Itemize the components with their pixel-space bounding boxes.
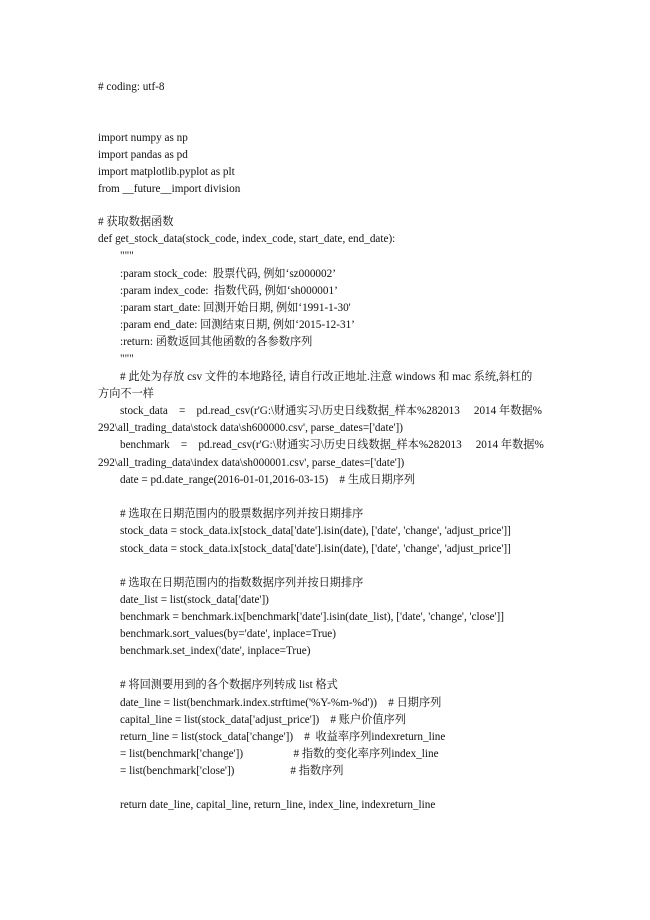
code-docstring-param-stock-code: :param stock_code: 股票代码, 例如‘sz000002’	[120, 268, 336, 280]
code-docstring-param-start-date: :param start_date: 回测开始日期, 例如‘1991-1-30'	[120, 302, 351, 314]
code-line-return-statement: return date_line, capital_line, return_line, index_line, indexreturn_line	[120, 799, 436, 811]
code-line-stock-data-filter-1: stock_data = stock_data.ix[stock_data['date'].isin(date), ['date', 'change', 'adjust_price']]	[120, 525, 511, 537]
code-line-stock-data-filter-2: stock_data = stock_data.ix[stock_data['date'].isin(date), ['date', 'change', 'adjust_price']]	[120, 543, 511, 555]
code-docstring-param-index-code: :param index_code: 指数代码, 例如‘sh000001’	[120, 285, 338, 297]
code-line-def-function: def get_stock_data(stock_code, index_code, start_date, end_date):	[98, 233, 396, 245]
code-docstring-close: """	[120, 353, 134, 365]
code-docstring-return: :return: 函数返回其他函数的各参数序列	[120, 336, 313, 348]
code-line-import-numpy: import numpy as np	[98, 132, 188, 144]
code-line-import-division: from __future__import division	[98, 183, 241, 195]
code-line-indexreturn-line: = list(benchmark['change']) # 指数的变化率序列index_line	[120, 748, 439, 760]
code-line-index-line: = list(benchmark['close']) # 指数序列	[120, 765, 344, 777]
code-line-date-list: date_list = list(stock_data['date'])	[120, 594, 269, 606]
code-line-benchmark-filter: benchmark = benchmark.ix[benchmark['date'].isin(date_list), ['date', 'change', 'close']]	[120, 611, 505, 623]
code-docstring-param-end-date: :param end_date: 回测结束日期, 例如‘2015-12-31’	[120, 319, 355, 331]
code-line-benchmark-read: benchmark = pd.read_csv(r'G:\财通实习\历史日线数据_样本%282013 2014 年数据%	[120, 439, 544, 451]
code-line-coding-comment: # coding: utf-8	[98, 81, 165, 93]
code-line-benchmark-read-continued: 292\all_trading_data\index data\sh000001.csv', parse_dates=['date'])	[98, 457, 405, 469]
code-line-import-matplotlib: import matplotlib.pyplot as plt	[98, 166, 235, 178]
code-comment-path-note: # 此处为存放 csv 文件的本地路径, 请自行改正地址.注意 windows 和 mac 系统,斜杠的	[120, 371, 533, 383]
code-line-import-pandas: import pandas as pd	[98, 149, 188, 161]
code-comment-get-data: # 获取数据函数	[98, 216, 174, 228]
code-line-benchmark-sort: benchmark.sort_values(by='date', inplace=True)	[120, 628, 336, 640]
code-comment-path-note-continued: 方向不一样	[98, 388, 154, 400]
code-line-benchmark-set-index: benchmark.set_index('date', inplace=True)	[120, 645, 311, 657]
code-comment-to-list: # 将回测要用到的各个数据序列转成 list 格式	[120, 679, 338, 691]
code-line-date-range: date = pd.date_range(2016-01-01,2016-03-15) # 生成日期序列	[120, 474, 415, 486]
code-line-return-line: return_line = list(stock_data['change']) # 收益率序列indexreturn_line	[120, 731, 446, 743]
code-comment-select-index: # 选取在日期范围内的指数数据序列并按日期排序	[120, 577, 364, 589]
code-line-stock-data-read-continued: 292\all_trading_data\stock data\sh600000.csv', parse_dates=['date'])	[98, 422, 404, 434]
code-line-capital-line: capital_line = list(stock_data['adjust_price']) # 账户价值序列	[120, 714, 406, 726]
code-line-date-line: date_line = list(benchmark.index.strftime('%Y-%m-%d')) # 日期序列	[120, 697, 442, 709]
code-comment-select-stock: # 选取在日期范围内的股票数据序列并按日期排序	[120, 508, 364, 520]
code-docstring-open: """	[120, 250, 134, 262]
code-line-stock-data-read: stock_data = pd.read_csv(r'G:\财通实习\历史日线数据_样本%282013 2014 年数据%	[120, 405, 542, 417]
